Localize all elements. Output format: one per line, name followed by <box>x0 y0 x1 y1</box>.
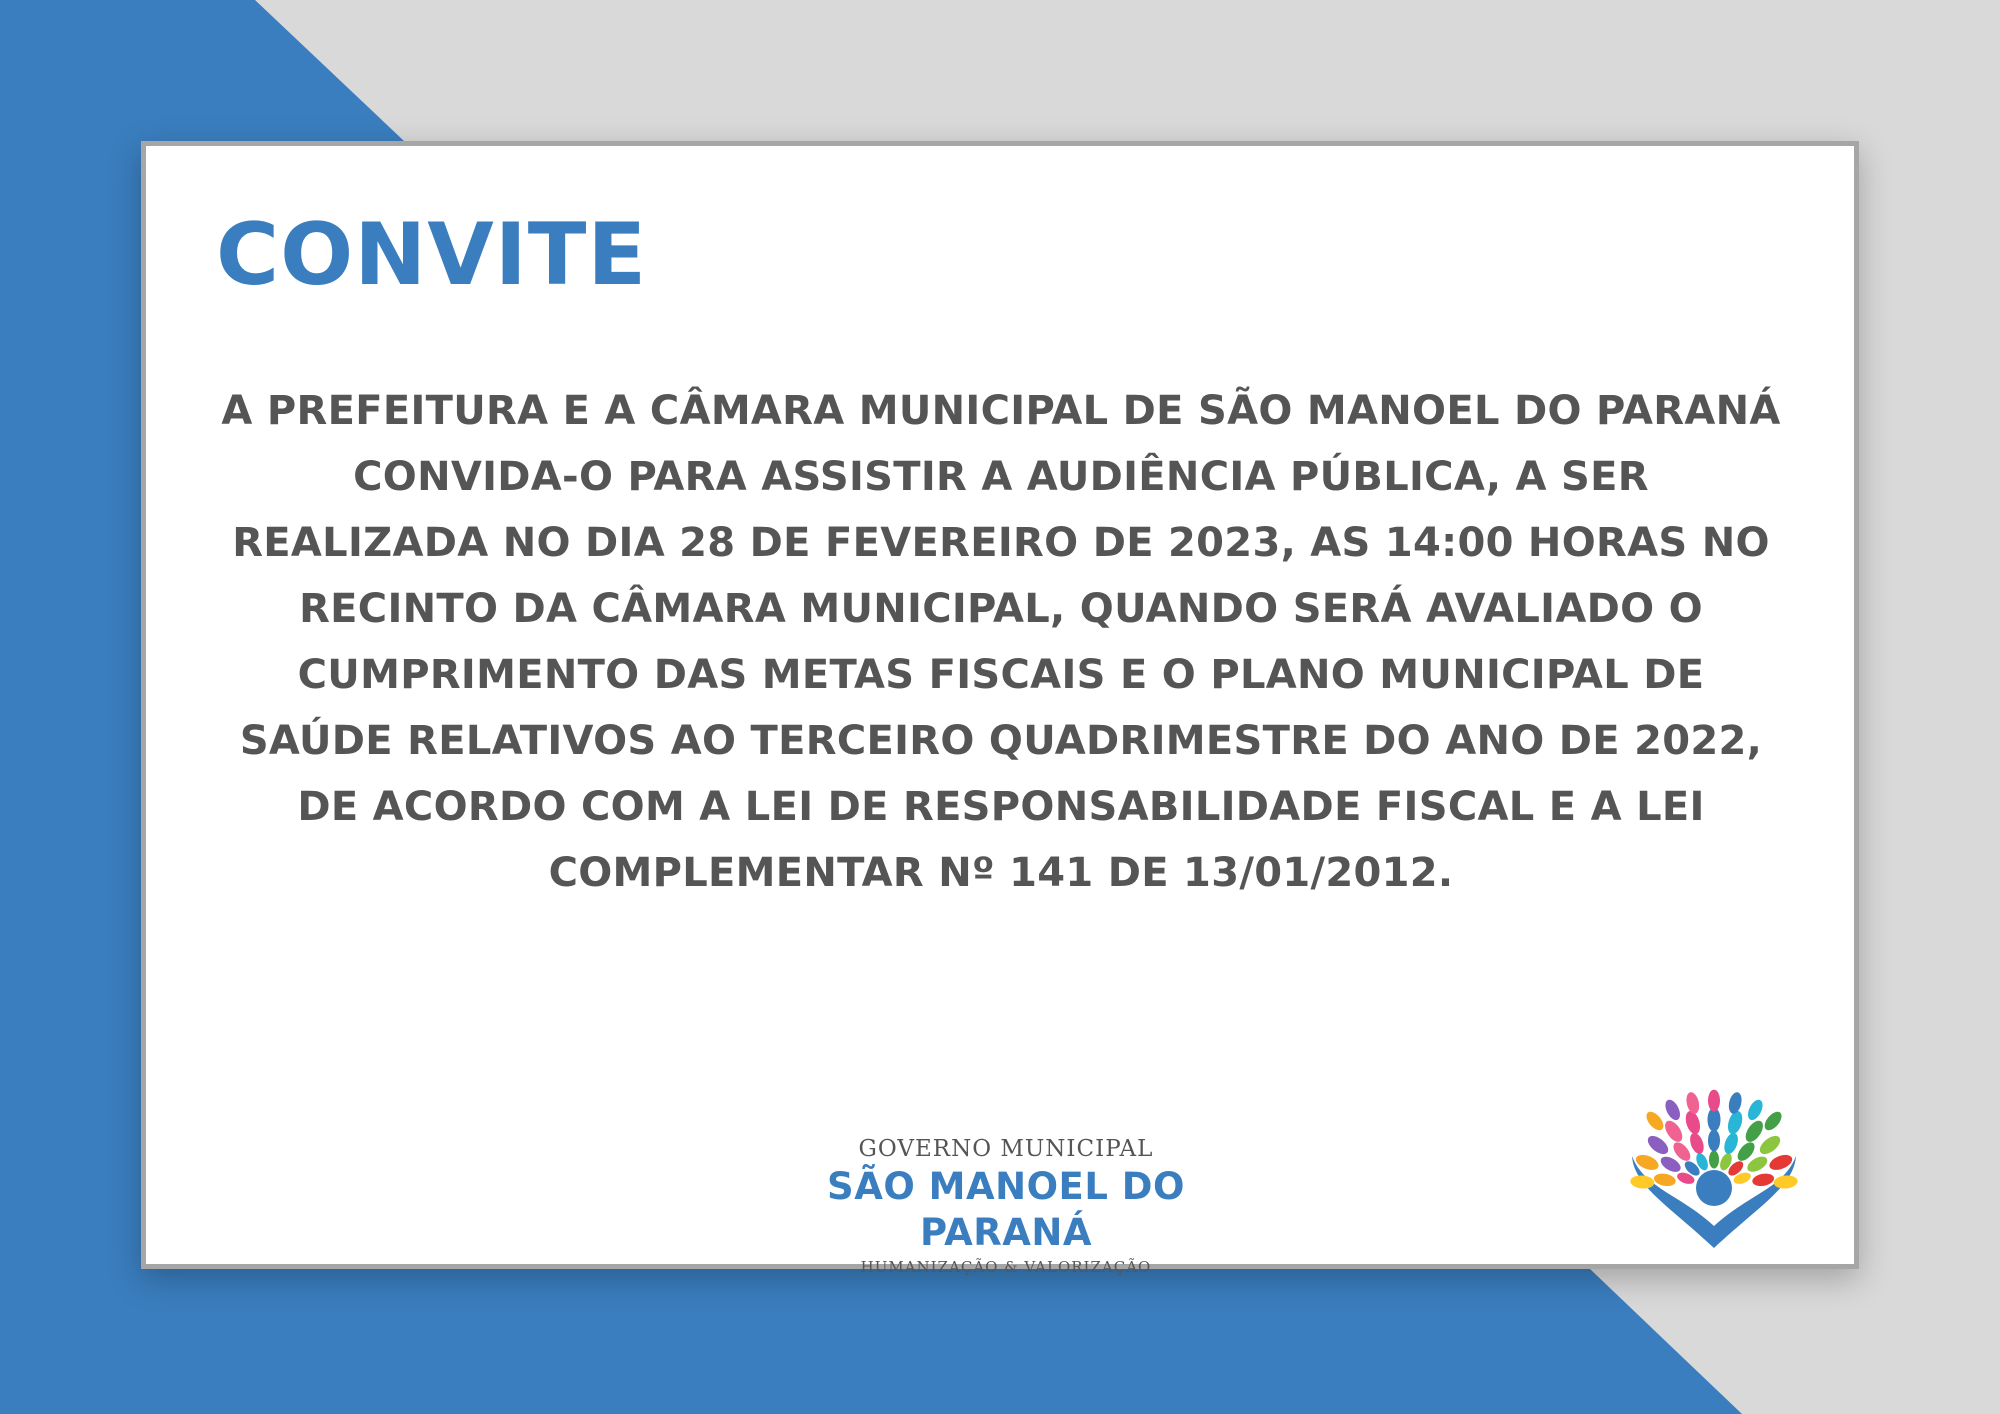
invitation-card <box>141 141 1859 1276</box>
leaf-shape <box>1745 1097 1766 1122</box>
leaf-shape <box>1742 1118 1766 1145</box>
body-line: DE ACORDO COM A LEI DE RESPONSABILIDADE FISCAL E A LEI <box>297 784 1705 830</box>
left-blue-band <box>0 141 141 1414</box>
leaf-shape <box>1643 1109 1666 1134</box>
leaf-shape <box>1761 1109 1784 1134</box>
body-line: COMPLEMENTAR Nº 141 DE 13/01/2012. <box>548 850 1454 896</box>
bottom-blue-band <box>0 1269 1742 1414</box>
leaf-shape <box>1708 1090 1720 1112</box>
body-line: CONVIDA-O PARA ASSISTIR A AUDIÊNCIA PÚBLICA, A SER <box>353 454 1649 500</box>
body-line: RECINTO DA CÂMARA MUNICIPAL, QUANDO SERÁ AVALIADO O <box>299 586 1703 632</box>
figure-head <box>1696 1170 1732 1206</box>
body-line: REALIZADA NO DIA 28 DE FEVEREIRO DE 2023, AS 14:00 HORAS NO <box>232 520 1770 566</box>
top-left-blue-triangle <box>0 0 404 141</box>
body-line: SAÚDE RELATIVOS AO TERCEIRO QUADRIMESTRE DO ANO DE 2022, <box>239 718 1763 764</box>
logo-tagline: HUMANIZAÇÃO & VALORIZAÇÃO <box>860 1258 1152 1276</box>
leaf-shape <box>1645 1132 1672 1157</box>
leaf-shape <box>1653 1172 1677 1188</box>
leaf-shape <box>1727 1091 1744 1115</box>
tree-heart-emblem-icon <box>1624 1076 1804 1256</box>
leaf-shape <box>1757 1132 1784 1157</box>
leaf-shape <box>1722 1131 1741 1156</box>
logo-top-line: GOVERNO MUNICIPAL <box>858 1136 1154 1162</box>
body-line: CUMPRIMENTO DAS METAS FISCAIS E O PLANO MUNICIPAL DE <box>297 652 1705 698</box>
leaf-shape <box>1662 1097 1683 1122</box>
municipal-logo <box>746 1134 1266 1278</box>
invitation-title: CONVITE <box>216 205 648 305</box>
leaf-shape <box>1751 1172 1775 1188</box>
leaf-shape <box>1709 1151 1719 1169</box>
leaf-shape <box>1662 1118 1686 1145</box>
logo-main-line: SÃO MANOEL DO PARANÁ <box>827 1165 1185 1254</box>
invitation-body <box>206 378 1796 906</box>
leaf-shape <box>1708 1130 1720 1152</box>
leaf-shape <box>1687 1131 1706 1156</box>
leaf-shape <box>1684 1091 1701 1115</box>
body-line: A PREFEITURA E A CÂMARA MUNICIPAL DE SÃO MANOEL DO PARANÁ <box>221 388 1781 434</box>
